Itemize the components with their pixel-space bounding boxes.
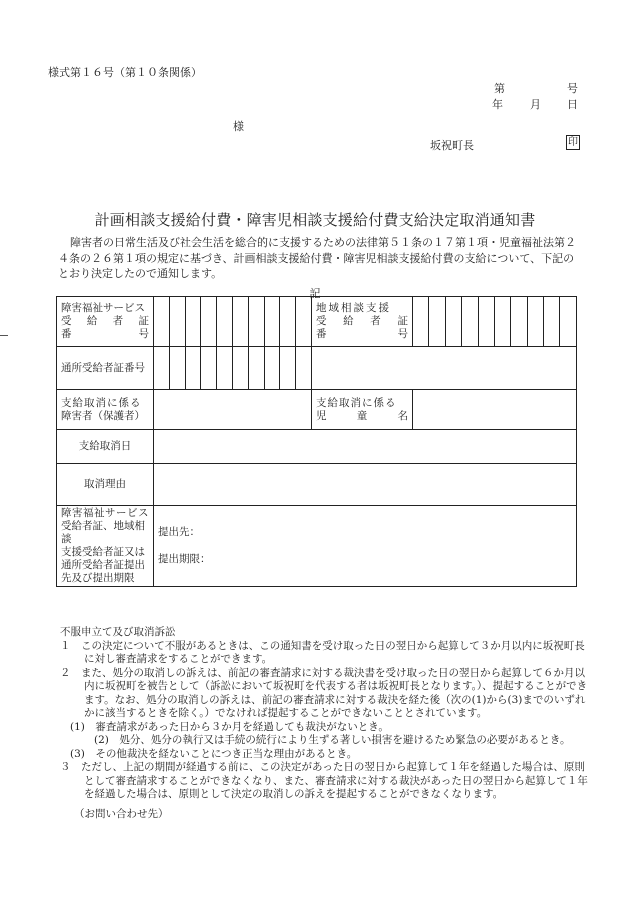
digit-box[interactable]: [280, 297, 296, 347]
dai-label: 第: [494, 82, 505, 95]
table-row: [57, 464, 577, 506]
day-service-cert-number-label: 通所受給者証番号: [57, 347, 154, 390]
inquiry-label: （お問い合わせ先）: [74, 807, 169, 820]
digit-box[interactable]: [560, 297, 576, 347]
digit-box[interactable]: [154, 347, 170, 390]
form-number: 様式第１６号（第１０条関係）: [48, 66, 202, 79]
month-label: 月: [530, 98, 541, 111]
digit-box[interactable]: [462, 297, 478, 347]
digit-box[interactable]: [201, 297, 217, 347]
table-row: [57, 506, 577, 587]
label-char: 童: [356, 409, 368, 422]
submission-value[interactable]: [154, 506, 577, 587]
notice-item-1: １ この決定について不服があるときは、この通知書を受け取った日の翌日から起算して３か月以内に坂祝町長に対し審査請求をすることができます。: [60, 639, 585, 665]
digit-box[interactable]: [296, 297, 312, 347]
margin-tick: [0, 335, 8, 336]
label-line: 支給取消に係る: [315, 396, 397, 409]
submit-to-label: 提出先：: [158, 526, 200, 538]
label-line: 受給者証、地域相談: [61, 520, 145, 545]
label-line: 支給取消に係る: [61, 396, 142, 409]
label-line: [316, 328, 408, 341]
digit-box[interactable]: [264, 297, 280, 347]
digit-box[interactable]: [185, 297, 201, 347]
cancellation-date-value[interactable]: [154, 430, 577, 464]
digit-box[interactable]: [201, 347, 217, 390]
cancellation-reason-label: 取消理由: [57, 464, 154, 506]
service-cert-number-label: [57, 297, 154, 347]
digit-box[interactable]: [527, 297, 543, 347]
label-line: 障害福祉サービス: [61, 507, 149, 519]
table-row: [57, 430, 577, 464]
year-label: 年: [492, 98, 503, 111]
digit-box[interactable]: [154, 297, 170, 347]
notice-sub-1: (1) 審査請求があった日から３か月を経過しても裁決がないとき。: [70, 720, 389, 733]
empty-cell: [311, 347, 576, 390]
label-line: 地域相談支援: [315, 302, 391, 314]
digit-box[interactable]: [248, 297, 264, 347]
label-line: 障害者（保護者）: [61, 409, 145, 422]
table-row: [57, 297, 577, 347]
notice-sub-2: (2) 処分、処分の執行又は手続の続行により生ずる著しい損害を避けるため緊急の必要があるとき。: [94, 734, 571, 746]
digit-box[interactable]: [169, 297, 185, 347]
digit-box[interactable]: [494, 297, 510, 347]
notice-heading: 不服申立て及び取消訴訟: [60, 626, 176, 638]
digit-box[interactable]: [280, 347, 296, 390]
document-title: 計画相談支援給付費・障害児相談支援給付費支給決定取消通知書: [94, 211, 536, 229]
community-cert-number-label: [311, 297, 412, 347]
label-char: 受: [61, 315, 72, 327]
notice-item-2: ２ また、処分の取消しの訴えは、前記の審査請求に対する裁決書を受け取った日の翌日から起算して６か月以内に坂祝町を被告として（訴訟において坂祝町を代表する者は坂祝町長となります。）、提起することができます。なお、処分の取消しの訴えは、前記の審査請求に対する裁決を経た後（次の(1)から(3)までのいずれかに該当するときを除く。）でなければ提起することができないこととされています。: [60, 666, 588, 719]
digit-box[interactable]: [185, 347, 201, 390]
label-line: 通所受給者証提出: [61, 559, 145, 571]
digit-box[interactable]: [217, 297, 233, 347]
submission-label: [57, 506, 154, 587]
seal-box: 印: [568, 137, 578, 148]
label-line: 支援受給者証又は: [61, 546, 145, 558]
table-row: [57, 390, 577, 430]
digit-box[interactable]: [217, 347, 233, 390]
addressee-honorific: 様: [233, 120, 244, 133]
notice-sub-3: (3) その他裁決を経ないことにつき正当な理由があるとき。: [70, 747, 358, 760]
affected-person-value[interactable]: [154, 390, 312, 430]
digit-box[interactable]: [264, 347, 280, 390]
digit-box[interactable]: [169, 347, 185, 390]
table-row: [57, 347, 577, 390]
go-label: 号: [567, 82, 578, 95]
label-line: [316, 410, 408, 423]
digit-box[interactable]: [232, 297, 248, 347]
label-line: 先及び提出期限: [61, 572, 135, 584]
digit-box[interactable]: [511, 297, 527, 347]
deadline-label: 提出期限：: [158, 553, 211, 565]
notice-item-3: ３ ただし、上記の期間が経過する前に、この決定があった日の翌日から起算して１年を経過した場合は、原則として審査請求することができなくなり、また、審査請求に対する裁決があった日の翌日から起算して１年を経過した場合は、原則として決定の取消しの訴えを提起することができなくなります。: [60, 761, 588, 800]
label-char: 者: [112, 315, 124, 327]
child-name-value[interactable]: [412, 390, 576, 430]
child-name-label: [311, 390, 412, 430]
label-char: 給: [343, 315, 354, 327]
label-char: 番: [315, 328, 327, 340]
ki-label: 記: [309, 287, 321, 300]
label-char: 者: [370, 315, 381, 327]
cancellation-date-label: 支給取消日: [57, 430, 154, 464]
label-char: 給: [86, 315, 98, 327]
appeal-notice: [60, 626, 588, 821]
label-char: 名: [397, 409, 408, 422]
label-line: [61, 328, 149, 341]
digit-box[interactable]: [445, 297, 461, 347]
label-char: 証: [397, 315, 408, 327]
label-char: 番: [61, 328, 72, 340]
digit-box[interactable]: [232, 347, 248, 390]
digit-box[interactable]: [429, 297, 445, 347]
issuer-name: 坂祝町長: [430, 139, 474, 152]
label-char: 証: [138, 315, 149, 327]
label-line: [316, 315, 408, 328]
label-line: 障害福祉サービス: [61, 302, 145, 314]
label-line: [61, 315, 149, 328]
label-char: 児: [315, 409, 327, 422]
digit-box[interactable]: [248, 347, 264, 390]
label-char: 号: [138, 328, 149, 340]
digit-box[interactable]: [412, 297, 428, 347]
digit-box[interactable]: [544, 297, 560, 347]
label-char: 号: [397, 328, 408, 340]
cancellation-table: [56, 296, 577, 587]
digit-box[interactable]: [296, 347, 312, 390]
digit-box[interactable]: [478, 297, 494, 347]
label-char: 受: [315, 315, 327, 327]
cancellation-reason-value[interactable]: [154, 464, 577, 506]
intro-paragraph: 障害者の日常生活及び社会生活を総合的に支援するための法律第５１条の１７第１項・児童福祉法第２４条の２６第１項の規定に基づき、計画相談支援給付費・障害児相談支援給付費の支給について、下記のとおり決定したので通知します。: [58, 236, 576, 280]
day-label: 日: [567, 98, 578, 111]
affected-person-label: [57, 390, 154, 430]
